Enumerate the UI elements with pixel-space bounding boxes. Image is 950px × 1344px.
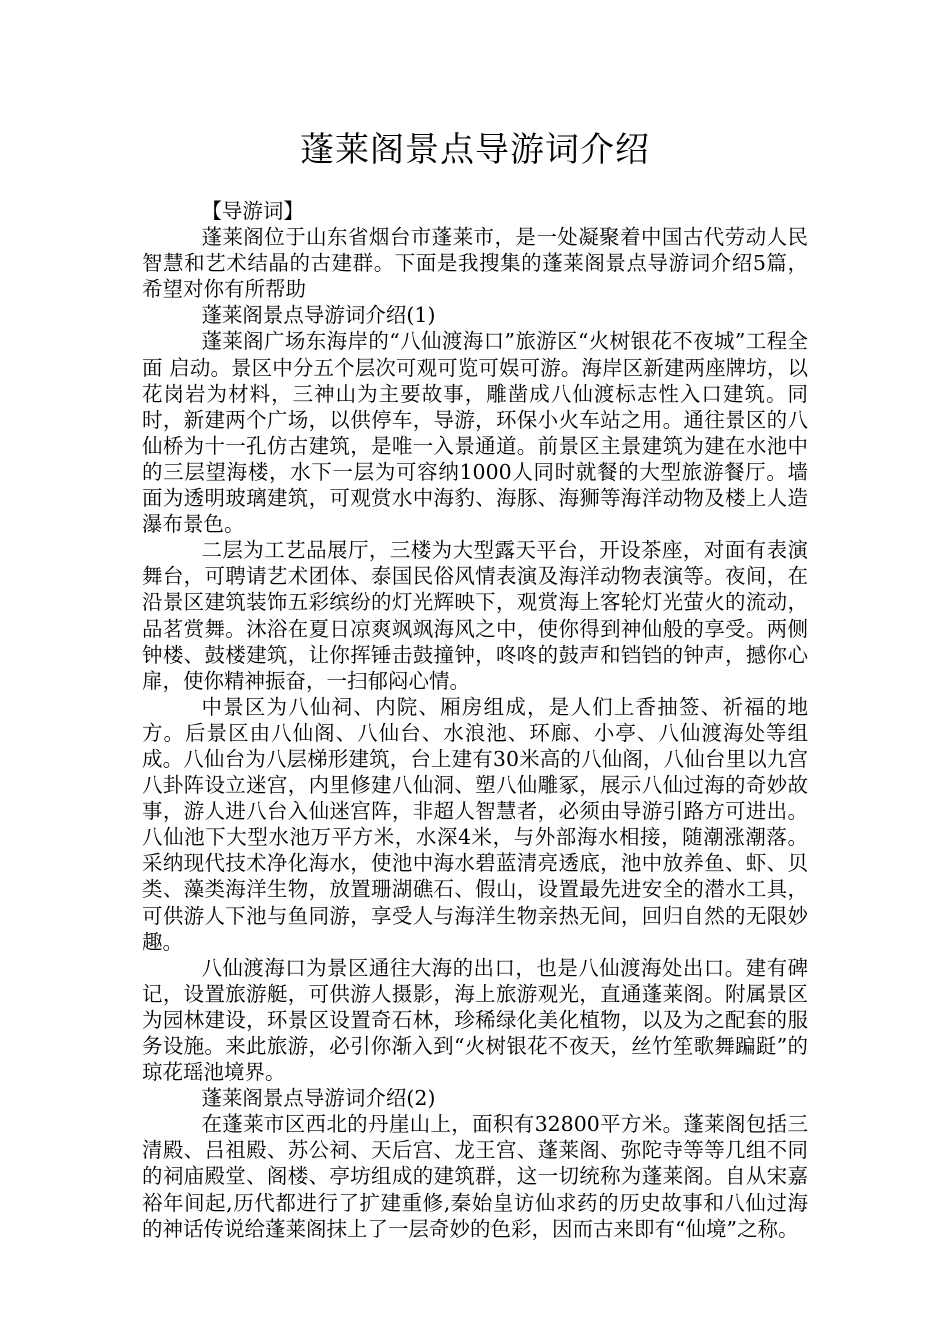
section-heading-2: 蓬莱阁景点导游词介绍(2) bbox=[201, 1086, 436, 1111]
paragraph-1-3: 中景区为八仙祠、内院、厢房组成，是人们上香抽签、祈福的地方。后景区由八仙阁、八仙台、水浪池、环廊、小亭、八仙渡海处等组成。八仙台为八层梯形建筑，台上建有30米高的八仙阁，八仙台里以九宫八卦阵设立迷宫，内里修建八仙洞、塑八仙雕冢，展示八仙过海的奇妙故事，游人进八台入仙迷宫阵，非超人智慧者，必须由导游引路方可进出。八仙池下大型水池万平方米，水深4米，与外部海水相接，随潮涨潮落。采纳现代技术净化海水，使池中海水碧蓝清亮透底，池中放养鱼、虾、贝类、藻类海洋生物，放置珊湖礁石、假山，设置最先进安全的潜水工具，可供游人下池与鱼同游，享受人与海洋生物亲热无间，回归自然的无限妙趣。 bbox=[142, 694, 808, 954]
paragraph-heading-daoyouci: 【导游词】 bbox=[201, 199, 304, 223]
paragraph-2-1: 在蓬莱市区西北的丹崖山上，面积有32800平方米。蓬莱阁包括三清殿、吕祖殿、苏公祠、天后宫、龙王宫、蓬莱阁、弥陀寺等等几组不同的祠庙殿堂、阁楼、亭坊组成的建筑群，这一切统称为蓬莱阁。自从宋嘉裕年间起,历代都进行了扩建重修,秦始皇访仙求药的历史故事和八仙过海的神话传说给蓬莱阁抹上了一层奇妙的色彩，因而古来即有“仙境”之称。 bbox=[142, 1112, 808, 1241]
document-title: 蓬莱阁景点导游词介绍 bbox=[300, 130, 650, 170]
paragraph-1-1: 蓬莱阁广场东海岸的“八仙渡海口”旅游区“火树银花不夜城”工程全面 启动。景区中分五个层次可观可览可娱可游。海岸区新建两座牌坊，以花岗岩为材料，三神山为主要故事，雕凿成八仙渡标志性入口建筑。同时，新建两个广场，以供停车，导游，环保小火车站之用。通往景区的八仙桥为十一孔仿古建筑，是唯一入景通道。前景区主景建筑为建在水池中的三层望海楼，水下一层为可容纳1000人同时就餐的大型旅游餐厅。墙面为透明玻璃建筑，可观赏水中海豹、海豚、海狮等海洋动物及楼上人造瀑布景色。 bbox=[142, 329, 808, 537]
paragraph-1-2: 二层为工艺品展厅，三楼为大型露天平台，开设茶座，对面有表演舞台，可聘请艺术团体、泰国民俗风情表演及海洋动物表演等。夜间，在沿景区建筑装饰五彩缤纷的灯光辉映下，观赏海上客轮灯光萤火的流动，品茗赏舞。沐浴在夏日凉爽飒飒海风之中，使你得到神仙般的享受。两侧钟楼、鼓楼建筑，让你挥锤击鼓撞钟，咚咚的鼓声和铛铛的钟声，撼你心扉，使你精神振奋，一扫郁闷心情。 bbox=[142, 538, 808, 693]
paragraph-intro: 蓬莱阁位于山东省烟台市蓬莱市，是一处凝聚着中国古代劳动人民智慧和艺术结晶的古建群。下面是我搜集的蓬莱阁景点导游词介绍5篇，希望对你有所帮助 bbox=[142, 225, 808, 302]
section-heading-1: 蓬莱阁景点导游词介绍(1) bbox=[201, 303, 436, 328]
paragraph-1-4: 八仙渡海口为景区通往大海的出口，也是八仙渡海处出口。建有碑记，设置旅游艇，可供游人摄影，海上旅游观光，直通蓬莱阁。附属景区为园林建设，环景区设置奇石林，珍稀绿化美化植物，以及为之配套的服务设施。来此旅游，必引你渐入到“火树银花不夜天，丝竹笙歌舞蹁跹”的琼花瑶池境界。 bbox=[142, 955, 808, 1085]
document-body bbox=[142, 198, 808, 1242]
